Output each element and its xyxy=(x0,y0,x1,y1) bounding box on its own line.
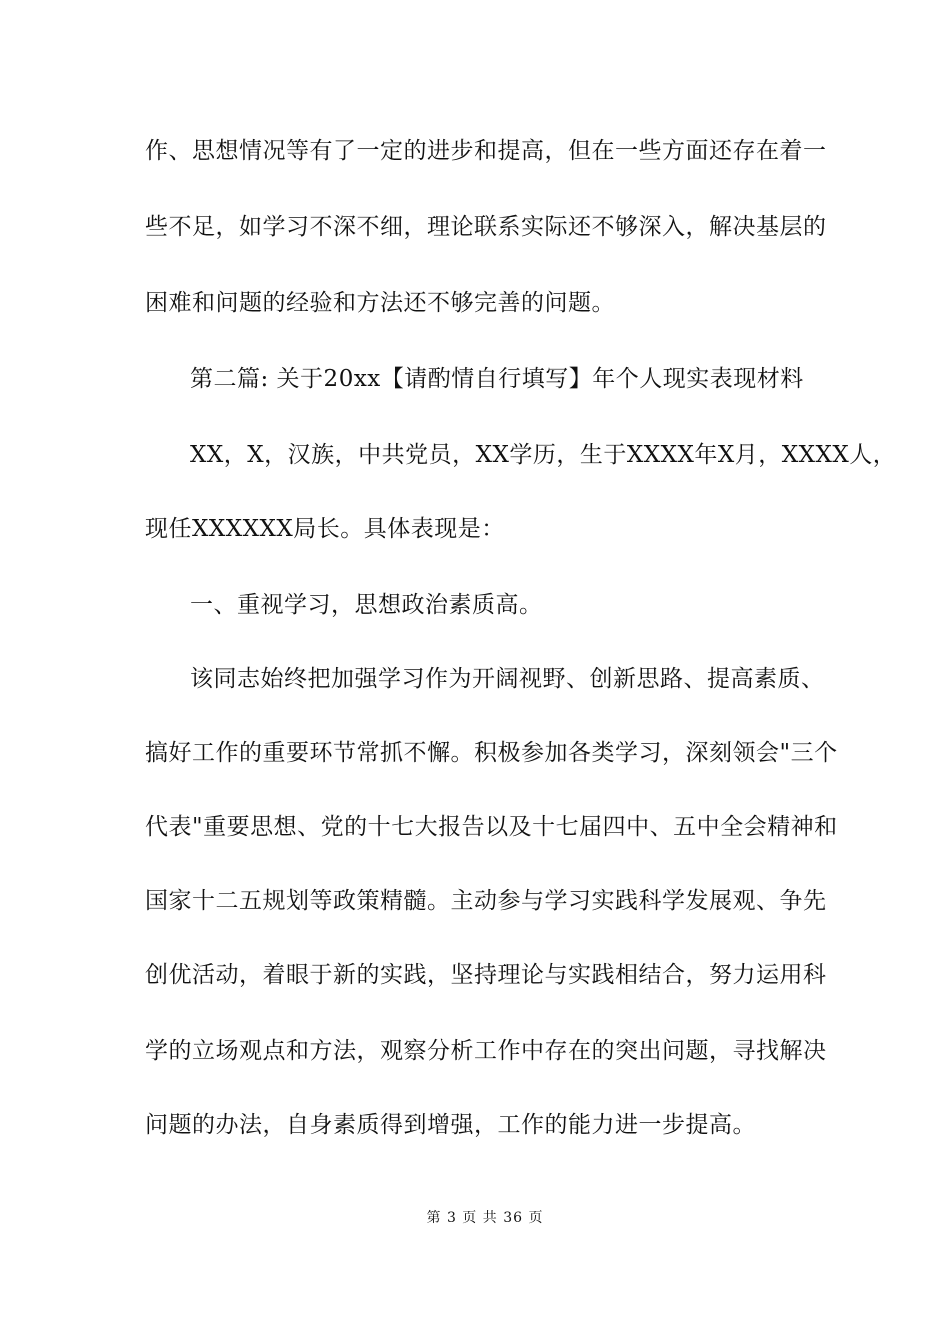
paragraph-line: 作、思想情况等有了一定的进步和提高，但在一些方面还存在着一 xyxy=(145,138,827,164)
paragraph-line: 该同志始终把加强学习作为开阔视野、创新思路、提高素质、 xyxy=(190,666,825,692)
subsection-heading: 一、重视学习，思想政治素质高。 xyxy=(190,592,543,618)
paragraph-line: 现任XXXXXX局长。具体表现是： xyxy=(145,516,505,542)
paragraph-line: 搞好工作的重要环节常抓不懈。积极参加各类学习，深刻领会"三个 xyxy=(145,740,838,766)
paragraph-line: 学的立场观点和方法，观察分析工作中存在的突出问题，寻找解决 xyxy=(145,1038,827,1064)
paragraph-line: 些不足，如学习不深不细，理论联系实际还不够深入，解决基层的 xyxy=(145,214,827,240)
paragraph-line: 国家十二五规划等政策精髓。主动参与学习实践科学发展观、争先 xyxy=(145,888,827,914)
paragraph-line: 困难和问题的经验和方法还不够完善的问题。 xyxy=(145,290,615,316)
page-number: 第 3 页 共 36 页 xyxy=(426,1210,544,1226)
paragraph-line: 问题的办法，自身素质得到增强，工作的能力进一步提高。 xyxy=(145,1112,756,1138)
paragraph-line: XX，X，汉族，中共党员，XX学历，生于XXXX年X月，XXXX人， xyxy=(190,442,897,468)
section-heading: 第二篇: 关于20xx【请酌情自行填写】年个人现实表现材料 xyxy=(190,366,804,392)
paragraph-line: 创优活动，着眼于新的实践，坚持理论与实践相结合，努力运用科 xyxy=(145,962,827,988)
paragraph-line: 代表"重要思想、党的十七大报告以及十七届四中、五中全会精神和 xyxy=(145,814,838,840)
